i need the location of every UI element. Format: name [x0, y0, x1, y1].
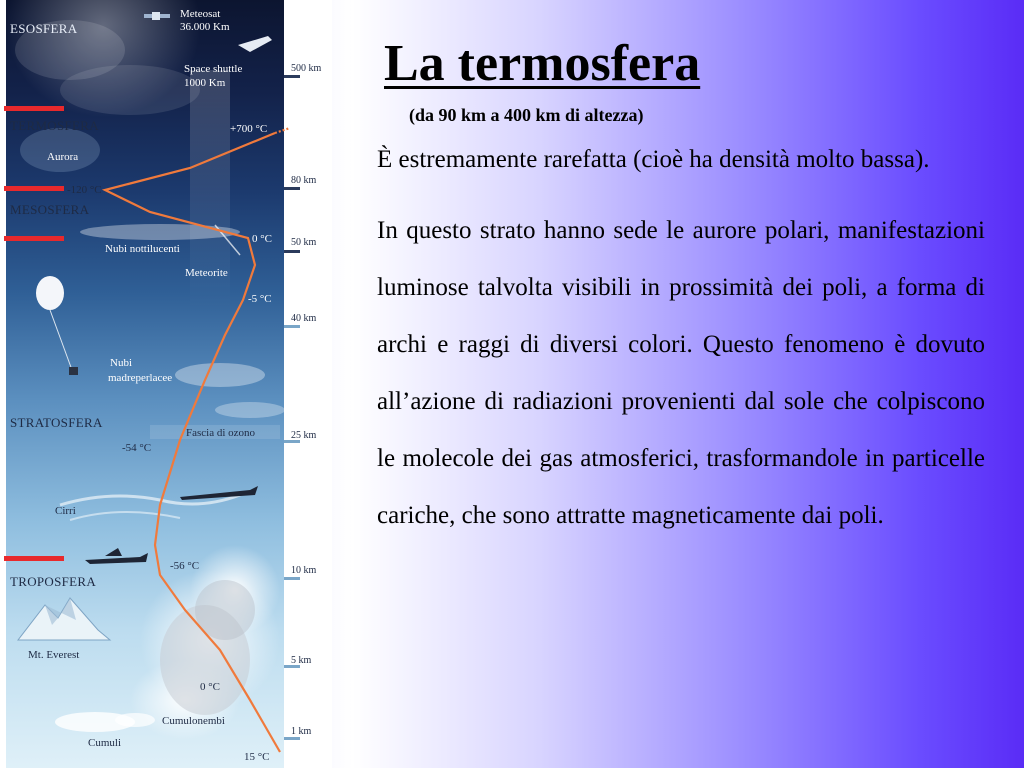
- slide-body: [377, 140, 985, 544]
- annotation-aurora: Aurora: [47, 151, 79, 163]
- temperature-label: -5 °C: [248, 293, 272, 305]
- annotation-cirrus: Cirri: [55, 505, 76, 517]
- altitude-label: 10 km: [291, 565, 317, 576]
- annotation-meteorite: Meteorite: [185, 267, 228, 279]
- altitude-label: 5 km: [291, 655, 312, 666]
- temperature-label: -54 °C: [122, 442, 152, 454]
- weather-balloon-icon: [36, 276, 64, 310]
- altitude-label: 40 km: [291, 313, 317, 324]
- annotation-cumulonimbus: Cumulonembi: [162, 715, 225, 727]
- atmosphere-diagram: [0, 0, 332, 768]
- temperature-label: 15 °C: [244, 751, 270, 763]
- layer-marker: [4, 236, 64, 241]
- slide-content: [332, 0, 1024, 768]
- altitude-label: 25 km: [291, 430, 317, 441]
- annotation-meteosat-altitude: 36.000 Km: [180, 21, 230, 33]
- paragraph: È estremamente rarefatta (cioè ha densità molto bassa).: [377, 146, 930, 173]
- altitude-label: 50 km: [291, 237, 317, 248]
- layer-marker: [4, 186, 64, 191]
- annotation-everest: Mt. Everest: [28, 649, 80, 661]
- annotation-meteosat: Meteosat: [180, 8, 221, 20]
- temperature-label: -56 °C: [170, 560, 200, 572]
- annotation-noctilucent-clouds: Nubi nottilucenti: [105, 243, 180, 255]
- layer-marker: [4, 556, 64, 561]
- layer-label-esosfera: ESOSFERA: [10, 21, 78, 36]
- temperature-label: 0 °C: [252, 233, 272, 245]
- slide-subtitle: (da 90 km a 400 km di altezza): [409, 105, 644, 125]
- altitude-label: 500 km: [291, 63, 322, 74]
- slide-title: La termosfera: [384, 35, 701, 92]
- annotation-nacreous-clouds: madreperlacee: [108, 372, 173, 384]
- annotation-ozone-layer: Fascia di ozono: [186, 427, 256, 439]
- temperature-label: -120 °C: [67, 184, 102, 196]
- layer-label-stratosfera: STRATOSFERA: [10, 415, 103, 430]
- layer-label-troposfera: TROPOSFERA: [10, 574, 97, 589]
- altitude-label: 1 km: [291, 726, 312, 737]
- layer-marker: [4, 106, 64, 111]
- annotation-nacreous-clouds: Nubi: [110, 357, 132, 369]
- paragraph: In questo strato hanno sede le aurore polari, manifestazioni luminose talvolta visibili in prossimità dei poli, a forma di archi e raggi di diversi colori. Questo fenomeno è dovuto all’azione di radiazioni provenienti dal sole che colpiscono le molecole dei gas atmosferici, trasformandole in particelle cariche, che sono attratte magneticamente dai poli.: [377, 217, 985, 529]
- aurora-glow: [20, 128, 100, 172]
- layer-label-mesosfera: MESOSFERA: [10, 202, 90, 217]
- layer-label-termosfera: TERMOSFERA: [10, 118, 99, 133]
- atmosphere-illustration: [0, 0, 332, 768]
- temperature-label: 0 °C: [200, 681, 220, 693]
- annotation-shuttle-altitude: 1000 Km: [184, 77, 226, 89]
- altitude-label: 80 km: [291, 175, 317, 186]
- temperature-label: +700 °C: [230, 123, 268, 135]
- annotation-shuttle: Space shuttle: [184, 63, 243, 75]
- annotation-cumulus: Cumuli: [88, 737, 122, 749]
